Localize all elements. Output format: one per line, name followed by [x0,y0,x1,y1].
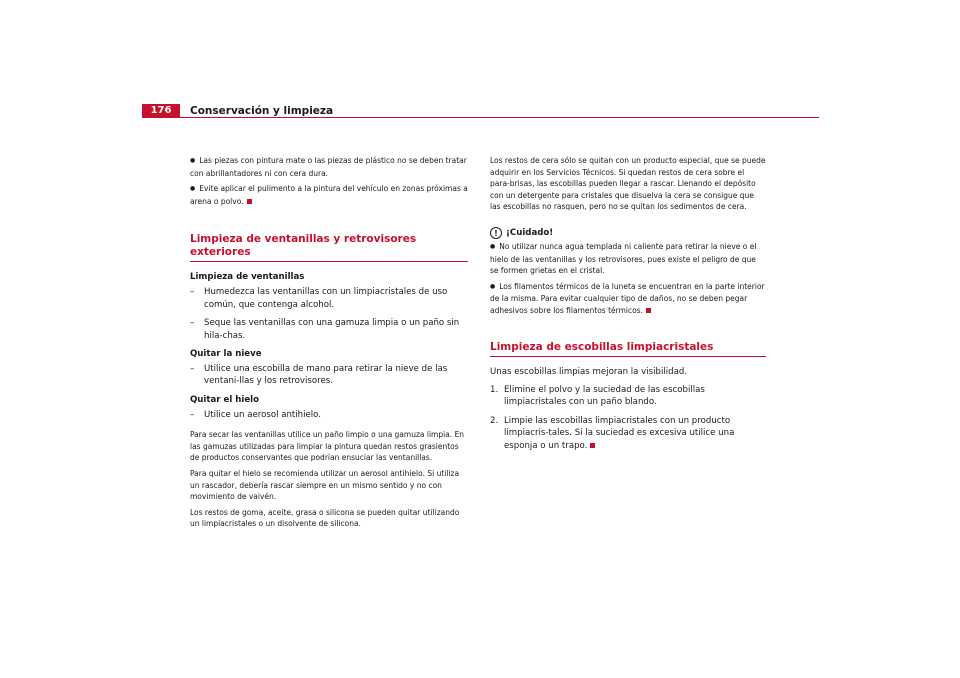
subheading-clean-windows: Limpieza de ventanillas [190,272,305,283]
left-column [190,155,468,534]
page-title: Conservación y limpieza [190,105,334,117]
step-item: – Seque las ventanillas con una gamuza limpia o un paño sin hila-chas. [190,318,460,341]
right-column [490,155,766,452]
step-item: – Utilice una escobilla de mano para retirar la nieve de las ventani-llas y los retrovisores. [190,364,448,387]
caution-bullet: ● No utilizar nunca agua templada ni caliente para retirar la nieve o el hielo de las ventanillas y los retrovisores, pues existe el peligro de que se formen grietas en el cristal. [490,241,766,277]
end-mark-icon [590,443,595,448]
lead-paragraph: Unas escobillas limpias mejoran la visibilidad. [490,366,688,377]
end-mark-icon [646,308,651,313]
end-mark-icon [247,199,252,204]
caution-bullet: ● Los filamentos térmicos de la luneta se encuentran en la parte interior de la misma. Para evitar cualquier tipo de daños, no se deben pegar adhesivos sobre los filamentos térmicos. [490,281,766,317]
numbered-step: 1. Elimine el polvo y la suciedad de las escobillas limpiacristales con un paño blando. [490,384,705,408]
warning-icon: ! [490,227,502,239]
note-paragraph: Los restos de goma, aceite, grasa o silicona se pueden quitar utilizando un limpiacristales o un disolvente de silicona. [190,507,460,529]
bullet-item: ● Evite aplicar el pulimento a la pintura del vehículo en zonas próximas a arena o polvo. [190,183,468,207]
intro-paragraph: Los restos de cera sólo se quitan con un producto especial, que se puede adquirir en los Servicios Técnicos. Si quedan restos de cera sobre el para-brisas, las escobillas pueden llegar a rascar. Llenando el depósito con un detergente para cristales que disuelva la cera se consigue que las escobillas no rasquen, pero no se quitan los sedimentos de cera. [490,156,766,212]
note-paragraph: Para quitar el hielo se recomienda utilizar un aerosol antihielo. Si utiliza un rascador, debería rascar siempre en un mismo sentido y no con movimiento de vaivén. [190,469,460,502]
bullet-item: ● Las piezas con pintura mate o las piezas de plástico no se deben tratar con abrillantadores ni con cera dura. [190,155,468,179]
page-number: 176 [142,104,180,118]
note-paragraph: Para secar las ventanillas utilice un paño limpio o una gamuza limpia. En las gamuzas utilizadas para limpiar la pintura quedan restos grasientos de productos conservantes que podrían ensuciar las ventanillas. [190,430,465,463]
step-item: – Humedezca las ventanillas con un limpiacristales de uso común, que contenga alcohol. [190,287,448,310]
numbered-step: 2. Limpie las escobillas limpiacristales con un producto limpiacris-tales. Si la suciedad es excesiva utilice una esponja o un trapo. [490,415,735,451]
subheading-snow: Quitar la nieve [190,349,262,359]
step-item: – Utilice un aerosol antihielo. [190,409,322,420]
section-title-wipers: Limpieza de escobillas limpiacristales [490,341,766,357]
caution-title: ¡Cuidado! [506,227,554,238]
caution-header [490,227,766,239]
section-title-windows: Limpieza de ventanillas y retrovisores exteriores [190,233,468,262]
subheading-ice: Quitar el hielo [190,394,260,405]
header-rule [142,117,819,118]
